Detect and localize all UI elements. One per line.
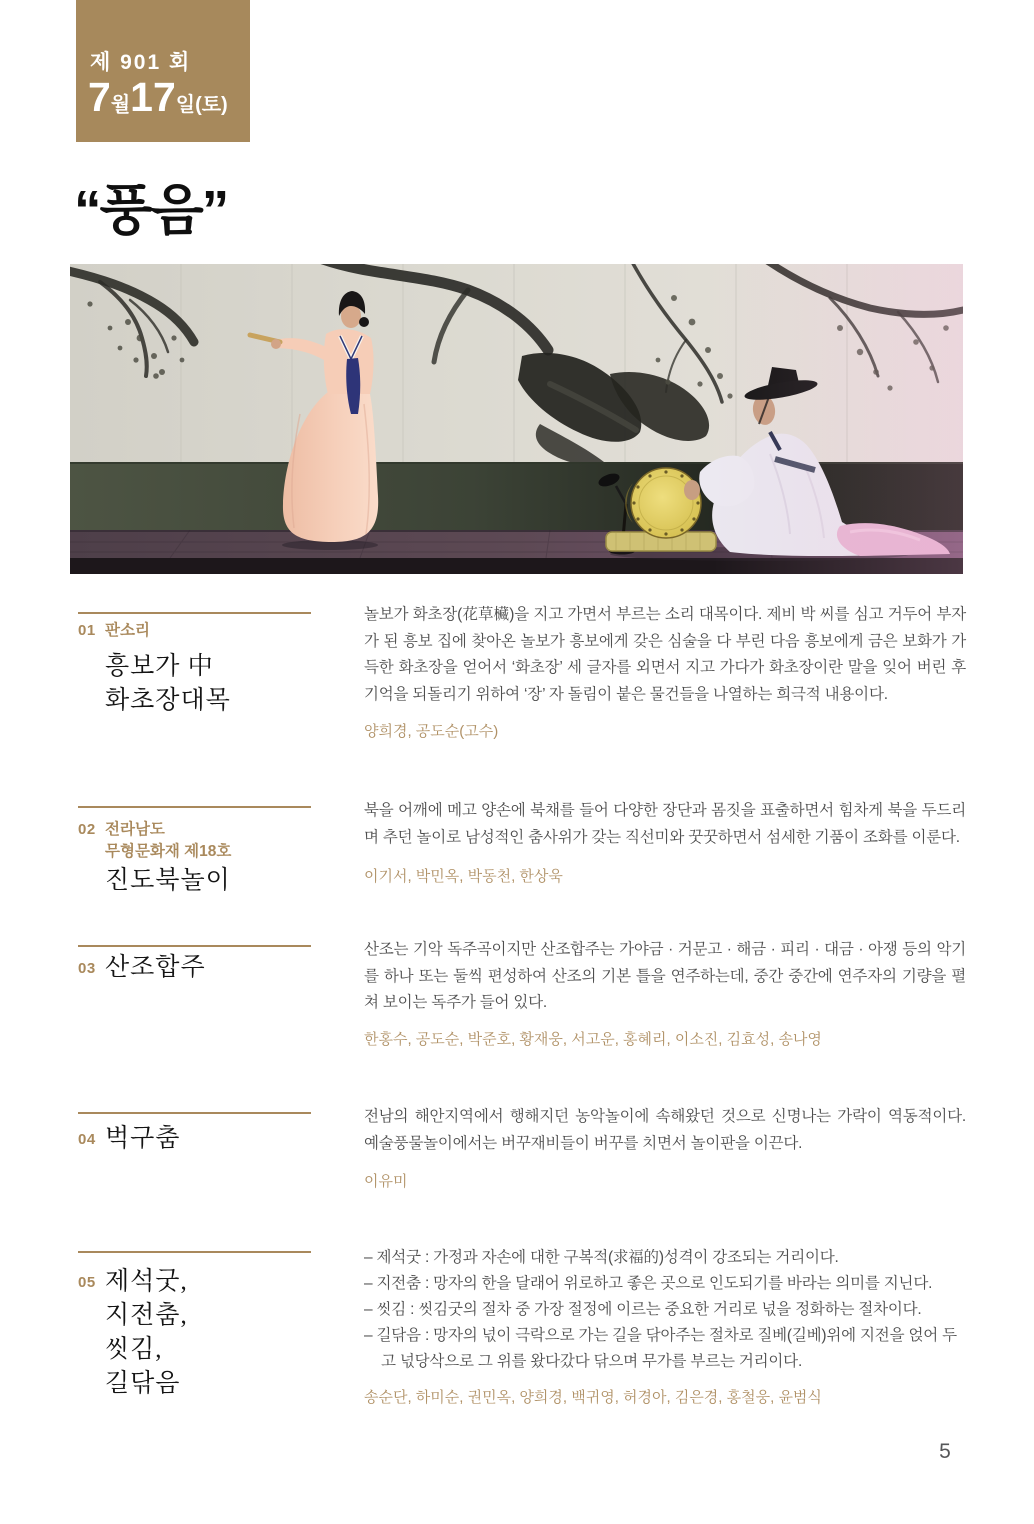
item-title: 벅구춤 xyxy=(105,1125,181,1152)
program-item-4 xyxy=(78,1108,966,1190)
item-performers: 이기서, 박민옥, 박동천, 한상욱 xyxy=(364,868,563,885)
program-item-1 xyxy=(78,606,966,740)
description-bullet: – 길닦음 : 망자의 넋이 극락으로 가는 길을 닦아주는 절차로 질베(길베)위에 지전을 얹어 두고 넋당삭으로 그 위를 왔다갔다 닦으며 무가를 부르는 거리이다. xyxy=(364,1327,957,1370)
item-description: 북을 어깨에 메고 양손에 북채를 들어 다양한 장단과 몸짓을 표출하면서 힘차게 북을 두드리며 추던 놀이로 남성적인 춤사위가 갖는 직선미와 꿋꿋하면서 섬세한 기품이 조화를 이룬다. xyxy=(364,802,966,846)
item-number: 01 xyxy=(78,622,96,639)
item-category: 전라남도 무형문화재 제18호 xyxy=(105,821,232,860)
item-description: 놀보가 화초장(花草欌)을 지고 가면서 부르는 소리 대목이다. 제비 박 씨를 심고 거두어 부자가 된 흥보 집에 찾아온 놀보가 흥보에게 갖은 심술을 다 부린 다음 흥보에게 금은 보화가 가득한 화초장을 얻어서 ‘화초장’ 세 글자를 외면서 지고 가다가 화초장이란 말을 잊어 버린 후 기억을 되돌리기 위하여 ‘장’ 자 돌림이 붙은 물건들을 나열하는 희극적 내용이다. xyxy=(364,606,966,703)
item-title: 흥보가 中 화초장대목 xyxy=(105,653,231,714)
item-number: 03 xyxy=(78,960,96,977)
description-bullet: – 제석굿 : 가정과 자손에 대한 구복적(求福的)성격이 강조되는 거리이다. xyxy=(364,1249,839,1266)
performance-photo xyxy=(70,264,963,574)
item-number: 04 xyxy=(78,1131,96,1148)
item-description xyxy=(364,1245,966,1375)
item-performers: 한홍수, 공도순, 박준호, 황재웅, 서고운, 홍혜리, 이소진, 김효성, 송나영 xyxy=(364,1031,822,1048)
divider xyxy=(78,945,311,947)
item-description: 산조는 기악 독주곡이지만 산조합주는 가야금 · 거문고 · 해금 · 피리 · 대금 · 아쟁 등의 악기를 하나 또는 둘씩 편성하여 산조의 기본 틀을 연주하는데, 중간 중간에 연주자의 기량을 펼쳐 보이는 독주가 들어 있다. xyxy=(364,941,966,1011)
program-item-3 xyxy=(78,941,966,1048)
item-title: 제석굿, 지전춤, 씻김, 길닦음 xyxy=(105,1268,188,1397)
item-performers: 이유미 xyxy=(364,1173,408,1190)
session-badge xyxy=(76,0,250,142)
description-bullet: – 씻김 : 씻김굿의 절차 중 가장 절정에 이르는 중요한 거리로 넋을 정화하는 절차이다. xyxy=(364,1301,922,1318)
divider xyxy=(78,1251,311,1253)
session-number: 제 901 회 xyxy=(90,51,192,74)
item-number: 05 xyxy=(78,1274,96,1291)
divider xyxy=(78,806,311,808)
page-number: 5 xyxy=(939,1440,951,1463)
item-performers: 송순단, 하미순, 권민옥, 양희경, 백귀영, 허경아, 김은경, 홍철웅, 윤범식 xyxy=(364,1389,822,1406)
item-title: 진도북놀이 xyxy=(105,867,231,894)
program-item-2 xyxy=(78,802,966,894)
item-description: 전남의 해안지역에서 행해지던 농악놀이에 속해왔던 것으로 신명나는 가락이 역동적이다. 예술풍물놀이에서는 버꾸재비들이 버꾸를 치면서 놀이판을 이끈다. xyxy=(364,1108,966,1152)
description-bullet: – 지전춤 : 망자의 한을 달래어 위로하고 좋은 곳으로 인도되기를 바라는 의미를 지닌다. xyxy=(364,1275,933,1292)
item-performers: 양희경, 공도순(고수) xyxy=(364,723,499,740)
item-number: 02 xyxy=(78,821,96,838)
session-date: 7월17일(토) xyxy=(88,74,228,120)
program-item-5 xyxy=(78,1249,966,1406)
divider xyxy=(78,612,311,614)
item-title: 산조합주 xyxy=(105,954,206,981)
page-title: “풍음” xyxy=(74,179,228,241)
divider xyxy=(78,1112,311,1114)
item-category: 판소리 xyxy=(105,622,150,639)
